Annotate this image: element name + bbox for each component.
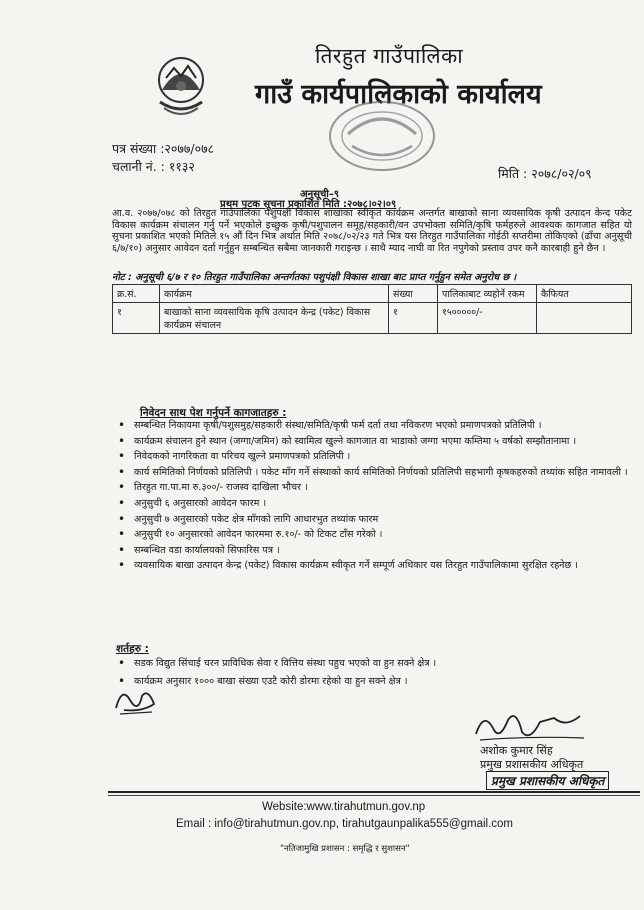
list-item: • अनुसुची १० अनुसारको आवेदन फारममा रु.१०/- को टिकट टाँस गरेको । <box>112 529 632 541</box>
dispatch-number: चलानी नं. : ११३२ <box>112 159 195 174</box>
list-item: • अनुसुची ७ अनुसारको पकेट क्षेत्र माँगको लागि आधारभुत तथ्यांक फारम <box>112 514 632 526</box>
program-table <box>112 284 632 334</box>
conditions-list <box>112 658 632 693</box>
table-header-cell: कैफियत <box>537 285 632 303</box>
table-header-cell: संख्या <box>389 285 438 303</box>
footer-divider-thin <box>108 795 640 796</box>
table-cell: बाखाको साना व्यवसायिक कृषि उत्पादन केन्द्र (पकेट) विकास कार्यक्रम संचालन <box>160 303 389 334</box>
notice-body: आ.व. २०७७/०७८ को तिरहुत गाउँपालिका पशुपंक्षी विकास शाखाका स्वीकृत कार्यक्रम अन्तर्गत बाखाको साना व्यवसायिक कृषी उत्पादन केन्द पकेट विकास कार्यक्रम संचालन गर्नु पर्ने भएकोले इच्छुक कृषी/पशुपालन समूह/सहकारी/वन उपभोक्ता समिति/कृषि फर्महरुले आवश्यक कागजात सहित यो सुचना प्रकाशित भएको मितिले १५ औं दिन भित्र अर्थात मिति २०७८/०२/२३ गते भित्र यस तिरहुत गाउँपालिका गोईठी सप्तरीमा तोकिएको (ढाँचा अनुसूची ६/७/१०) अनुसार आवेदन दर्ता गर्नुहुन सम्बन्धित सबैमा जानकारी गराइन्छ । साथै म्याद नाघी वा रित नपुगेको प्रस्ताव उपर कनै कारबाही हुने छैन । <box>112 208 632 254</box>
list-item: • अनुसुची ६ अनुसारको आवेदन फारम । <box>112 498 632 510</box>
table-header-cell: क्र.सं. <box>113 285 160 303</box>
nepal-emblem-icon <box>152 50 210 122</box>
list-item: • निवेदकको नागरिकता वा परिचय खुल्ने प्रमाणपत्रको प्रतिलिपी । <box>112 451 632 463</box>
notice-heading: प्रथम पटक सूचना प्रकाशित मिति :२०७८।०२।०९ <box>220 199 397 210</box>
footer-website: Website:www.tirahutmun.gov.np <box>262 801 426 813</box>
list-item: • सम्बन्धित वडा कार्यालयको सिफारिस पत्र । <box>112 545 632 557</box>
initials-signature <box>112 678 160 718</box>
conditions-heading: शर्तहरु : <box>116 643 149 655</box>
footer-email: Email : info@tirahutmun.gov.np, tirahutgaunpalika555@gmail.com <box>176 818 514 830</box>
list-item: • तिरहुत गा.पा.मा रु.३००/- राजस्व दाखिला भौचर । <box>112 482 632 494</box>
list-item: • सडक विद्युत सिंचाई चरन प्राविधिक सेवा र वित्तिय संस्था पहुच भएको वा हुन सक्ने क्षेत्र । <box>112 658 632 670</box>
list-item: • कार्यक्रम संचालन हुने स्थान (जग्गा/जमिन) को स्वामित्व खुल्ने कागजात वा भाडाको जग्गा भएमा कम्तिमा ५ वर्षको सम्झौतानामा । <box>112 436 632 448</box>
documents-list <box>112 420 632 576</box>
footer-slogan: "नतिजामुखि प्रशासन : समृद्धि र सुशासन" <box>280 844 410 854</box>
list-item: • सम्बन्धित निकायमा कृषी/पशुसमुह/सहकारी संस्था/समिति/कृषी फर्म दर्ता तथा नविकरण भएको प्रमाणपत्रको प्रतिलिपी । <box>112 420 632 432</box>
table-header-row <box>113 285 632 303</box>
footer-divider <box>108 791 640 793</box>
table-header-cell: पालिकाबाट व्यहोर्ने रकम <box>438 285 537 303</box>
municipality-name: तिरहुत गाउँपालिका <box>315 44 464 68</box>
letter-reference-number: पत्र संख्या :२०७७/०७८ <box>112 141 215 156</box>
letter-date: मिति : २०७८/०२/०९ <box>498 166 592 181</box>
office-name: गाउँ कार्यपालिकाको कार्यालय <box>255 79 542 110</box>
table-cell: १५०००००/- <box>438 303 537 334</box>
notice-note: नोट : अनुसूची ६/७ र १० तिरहुत गाउँपालिका अन्तर्गतका पशुपंक्षी विकास शाखा बाट प्राप्त गर्नुहुन समेत अनुरोध छ । <box>112 272 517 283</box>
table-header-cell: कार्यक्रम <box>160 285 389 303</box>
documents-heading: निवेदन साथ पेश गर्नुपर्ने कागजातहरु : <box>140 407 287 419</box>
list-item: • कार्यक्रम अनुसार १००० बाखा संख्या एउटै कोरी डोरमा रहेको वा हुन सक्ने क्षेत्र । <box>112 676 632 688</box>
table-cell <box>537 303 632 334</box>
table-cell: १ <box>113 303 160 334</box>
table-cell: १ <box>389 303 438 334</box>
signatory-name: अशोक कुमार सिंह <box>480 744 553 757</box>
office-seal-stamp <box>318 94 446 180</box>
officer-signature <box>470 706 590 746</box>
list-item: • व्यवसायिक बाखा उत्पादन केन्द्र (पकेट) विकास कार्यक्रम स्वीकृत गर्ने सम्पूर्ण अधिकार यस तिरहुत गाउँपालिकामा सुरक्षित रहनेछ । <box>112 560 632 572</box>
designation-stamp: प्रमुख प्रशासकीय अधिकृत <box>486 771 609 790</box>
annex-label: अनुसूची–९ <box>300 189 340 200</box>
list-item: • कार्य समितिको निर्णयको प्रतिलिपी । पकेट माँग गर्ने संस्थाको कार्य समितिको निर्णयको प्रतिलिपी सहभागी कृषकहरुको तथ्यांक सहित नामावली । <box>112 467 632 479</box>
signatory-block <box>480 744 583 772</box>
table-row <box>113 303 632 334</box>
signatory-title: प्रमुख प्रशासकीय अधिकृत <box>480 758 584 771</box>
